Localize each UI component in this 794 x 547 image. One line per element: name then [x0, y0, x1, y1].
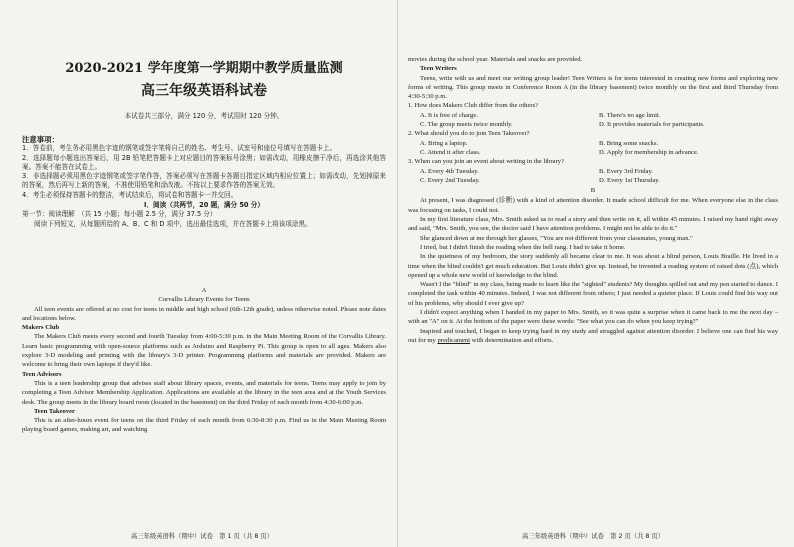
- option-c: C. The group meets twice monthly.: [420, 121, 513, 129]
- page-2-content: [408, 55, 778, 345]
- advisors-text: This is a teen leadership group that advises staff about library spaces, events, and materials for teens. Teens may apply to join by completing a Teen Advisor Membership Application. Applications are available at the library in the teen area and at the Youth Services desk. The group meets in the library board room (located in the basement) on the third Friday of each month from 4:30-6:00 p.m.: [22, 379, 386, 406]
- question-2: [408, 129, 778, 157]
- page-1: [14, 0, 390, 547]
- last-paragraph-end: with determination and efforts.: [470, 336, 554, 344]
- note-item: 4．考生必须保持答题卡的整洁，考试结束后，将试卷和答题卡一并交回。: [22, 190, 238, 199]
- underlined-word: predicament: [437, 336, 471, 344]
- passage-b-paragraph: I didn't expect anything when I handed in my paper to Mrs. Smith, so it was quite a surprise when it came back to me the next day – with an "A" on it. At the bottom of the paper were these words: "See what you can do when you keep trying?": [408, 309, 778, 326]
- writers-text: Teens, write with us and meet our writing group leader! Teen Writers is for teens interested in creating new forms and exploring new forms of writing. This group meets in Conference Room A (in the library basement) twice monthly on the first and third Thursday from 4:30-5:30 p.m.: [408, 74, 778, 101]
- option-a: A. Every 4th Tuesday.: [420, 167, 479, 175]
- page-2: [404, 0, 782, 547]
- part1-heading: I．阅读（共两节，20 题，满分 50 分）: [143, 201, 264, 210]
- writers-heading: Teen Writers: [420, 65, 457, 73]
- makers-heading: Makers Club: [22, 324, 60, 332]
- passage-b-paragraph: In the quietness of my bedroom, the story suddenly all became clear to me. It was about a blind person, Louis Braille. He lived in a time when the blind couldn't get much education. But Louis didn't give up. Instead, he invented a reading system of raised dots (点), which opened up a whole new world of knowledge to the blind.: [408, 253, 778, 279]
- question-stem: 3. When can you join an event about writing in the library?: [408, 158, 564, 166]
- exam-subtitle: 高三年级英语科试卷: [141, 83, 267, 99]
- passage-b-paragraph: At present, I was diagnosed (诊断) with a kind of attention disorder. It made school difficult for me. When everyone else in the class was focusing on tasks, I could not.: [408, 197, 778, 214]
- section-heading: 第一节：阅读理解 （共 15 小题；每小题 2.5 分，满分 37.5 分）: [22, 210, 217, 219]
- passage-a: [22, 286, 386, 435]
- passage-a-intro: All teen events are offered at no cost for teens in middle and high school (6th-12th grade), unless otherwise noted. Please note dates and locations below.: [22, 305, 386, 322]
- passage-b-last-paragraph: [408, 327, 778, 346]
- passage-b-letter: B: [590, 187, 596, 195]
- note-item: 2．选择题每小题选出答案后，用 2B 铅笔把答题卡上对应题目的答案标号涂黑；如需改动，用橡皮擦干净后，再选涂其他答案。答案不能答在试卷上。: [22, 153, 386, 171]
- passage-a-title: Corvallis Library Events for Teens: [158, 296, 250, 304]
- last-paragraph-start: Inspired and touched, I began to keep trying hard in my study and struggled against attention disorder. I believe one can find his way out for my: [408, 327, 778, 344]
- option-b: B. There's no age limit.: [599, 111, 661, 119]
- passage-b-paragraph: I tried, but I didn't finish the reading when the bell rang. I had to take it home.: [420, 243, 626, 251]
- passage-b-paragraph: Wasn't I the "blind" in my class, being made to learn like the "sighted" students? My thoughts spilled out and my pen started to dance. I completed the task within 40 minutes. Indeed, I was not different from others; I just needed a quieter place. If Louis could find his way out of his problems, why should I ever give up?: [408, 281, 778, 307]
- exam-title: 2020-2021 学年度第一学期期中教学质量监测: [65, 61, 343, 76]
- takeover-text-cont: movies during the school year. Materials and snacks are provided.: [408, 56, 583, 63]
- question-stem: 2. What should you do to join Teen Takeover?: [408, 130, 530, 138]
- passage-b-paragraph: She glanced down at me through her glasses, "You are not different from your classmates, young man.": [420, 234, 693, 242]
- takeover-heading: Teen Takeover: [34, 407, 75, 415]
- option-b: B. Every 3rd Friday.: [599, 167, 653, 175]
- question-1: [408, 101, 778, 129]
- option-d: D. It provides materials for participants.: [599, 121, 705, 129]
- option-a: A. Bring a laptop.: [420, 139, 468, 147]
- takeover-text: This is an after-hours event for teens on the third Friday of each month from 6:30-8:30 p.m. Find us in the Main Meeting Room playing board games, making art, and watching: [22, 417, 386, 434]
- option-c: C. Attend it after class.: [420, 148, 481, 156]
- page-2-footer: 高三年级英语科（期中）试卷 第 2 页（共 8 页）: [522, 533, 664, 540]
- question-stem: 1. How does Makers Club differ from the others?: [408, 102, 539, 110]
- advisors-heading: Teen Advisors: [22, 370, 62, 378]
- notes-section: [22, 135, 386, 229]
- option-a: A. It is free of charge.: [420, 111, 478, 119]
- note-item: 3．非选择题必须用黑色字迹钢笔或签字笔作答，答案必须写在答题卡各题目指定区域内相应位置上；如需改动，先划掉原来的答案，然后再写上新的答案，不准使用铅笔和涂改液。不按以上要求作答的答案无效。: [22, 172, 386, 190]
- notes-heading: 注意事项：: [22, 135, 59, 144]
- exam-info: 本试卷共三部分，满分 120 分，考试用时 120 分钟。: [124, 112, 284, 120]
- section-instruction: 阅读下列短文，从每题所给的 A、B、C 和 D 项中，选出最佳选项，并在答题卡上将该项涂黑。: [34, 219, 312, 228]
- question-3: [408, 157, 778, 185]
- passage-a-letter: A: [201, 287, 207, 294]
- option-d: D. Apply for membership in advance.: [599, 148, 699, 156]
- option-b: B. Bring some snacks.: [599, 139, 659, 147]
- note-item: 1．答卷前，考生务必用黑色字迹的钢笔或签字笔将自己的姓名、考生号、试室号和座位号填写在答题卡上。: [22, 144, 337, 153]
- makers-text: The Makers Club meets every second and fourth Tuesday from 4:00-5:30 p.m. in the Main Meeting Room of the Corvallis Library. Learn basic programming with open-source platforms such as Arduino and Raspberry Pi. This group is open to all ages. Makers also explore 3-D modeling and printing with the library's 3-D printer. Programming platforms and materials are provided. Makers are welcome to bring their own laptops if they'd like.: [22, 333, 386, 369]
- option-c: C. Every 2nd Tuesday.: [420, 176, 480, 184]
- option-d: D. Every 1st Thursday.: [599, 176, 660, 184]
- passage-b-paragraph: In my first literature class, Mrs. Smith asked us to read a story and then write on it, all within 45 minutes. I raised my hand right away and said, "Mrs. Smith, you see, the doctor said I have attention problems. I might not be able to do it.": [408, 216, 778, 233]
- page-1-footer: 高三年级英语科（期中）试卷 第 1 页（共 8 页）: [131, 533, 273, 540]
- page-divider: [397, 0, 398, 547]
